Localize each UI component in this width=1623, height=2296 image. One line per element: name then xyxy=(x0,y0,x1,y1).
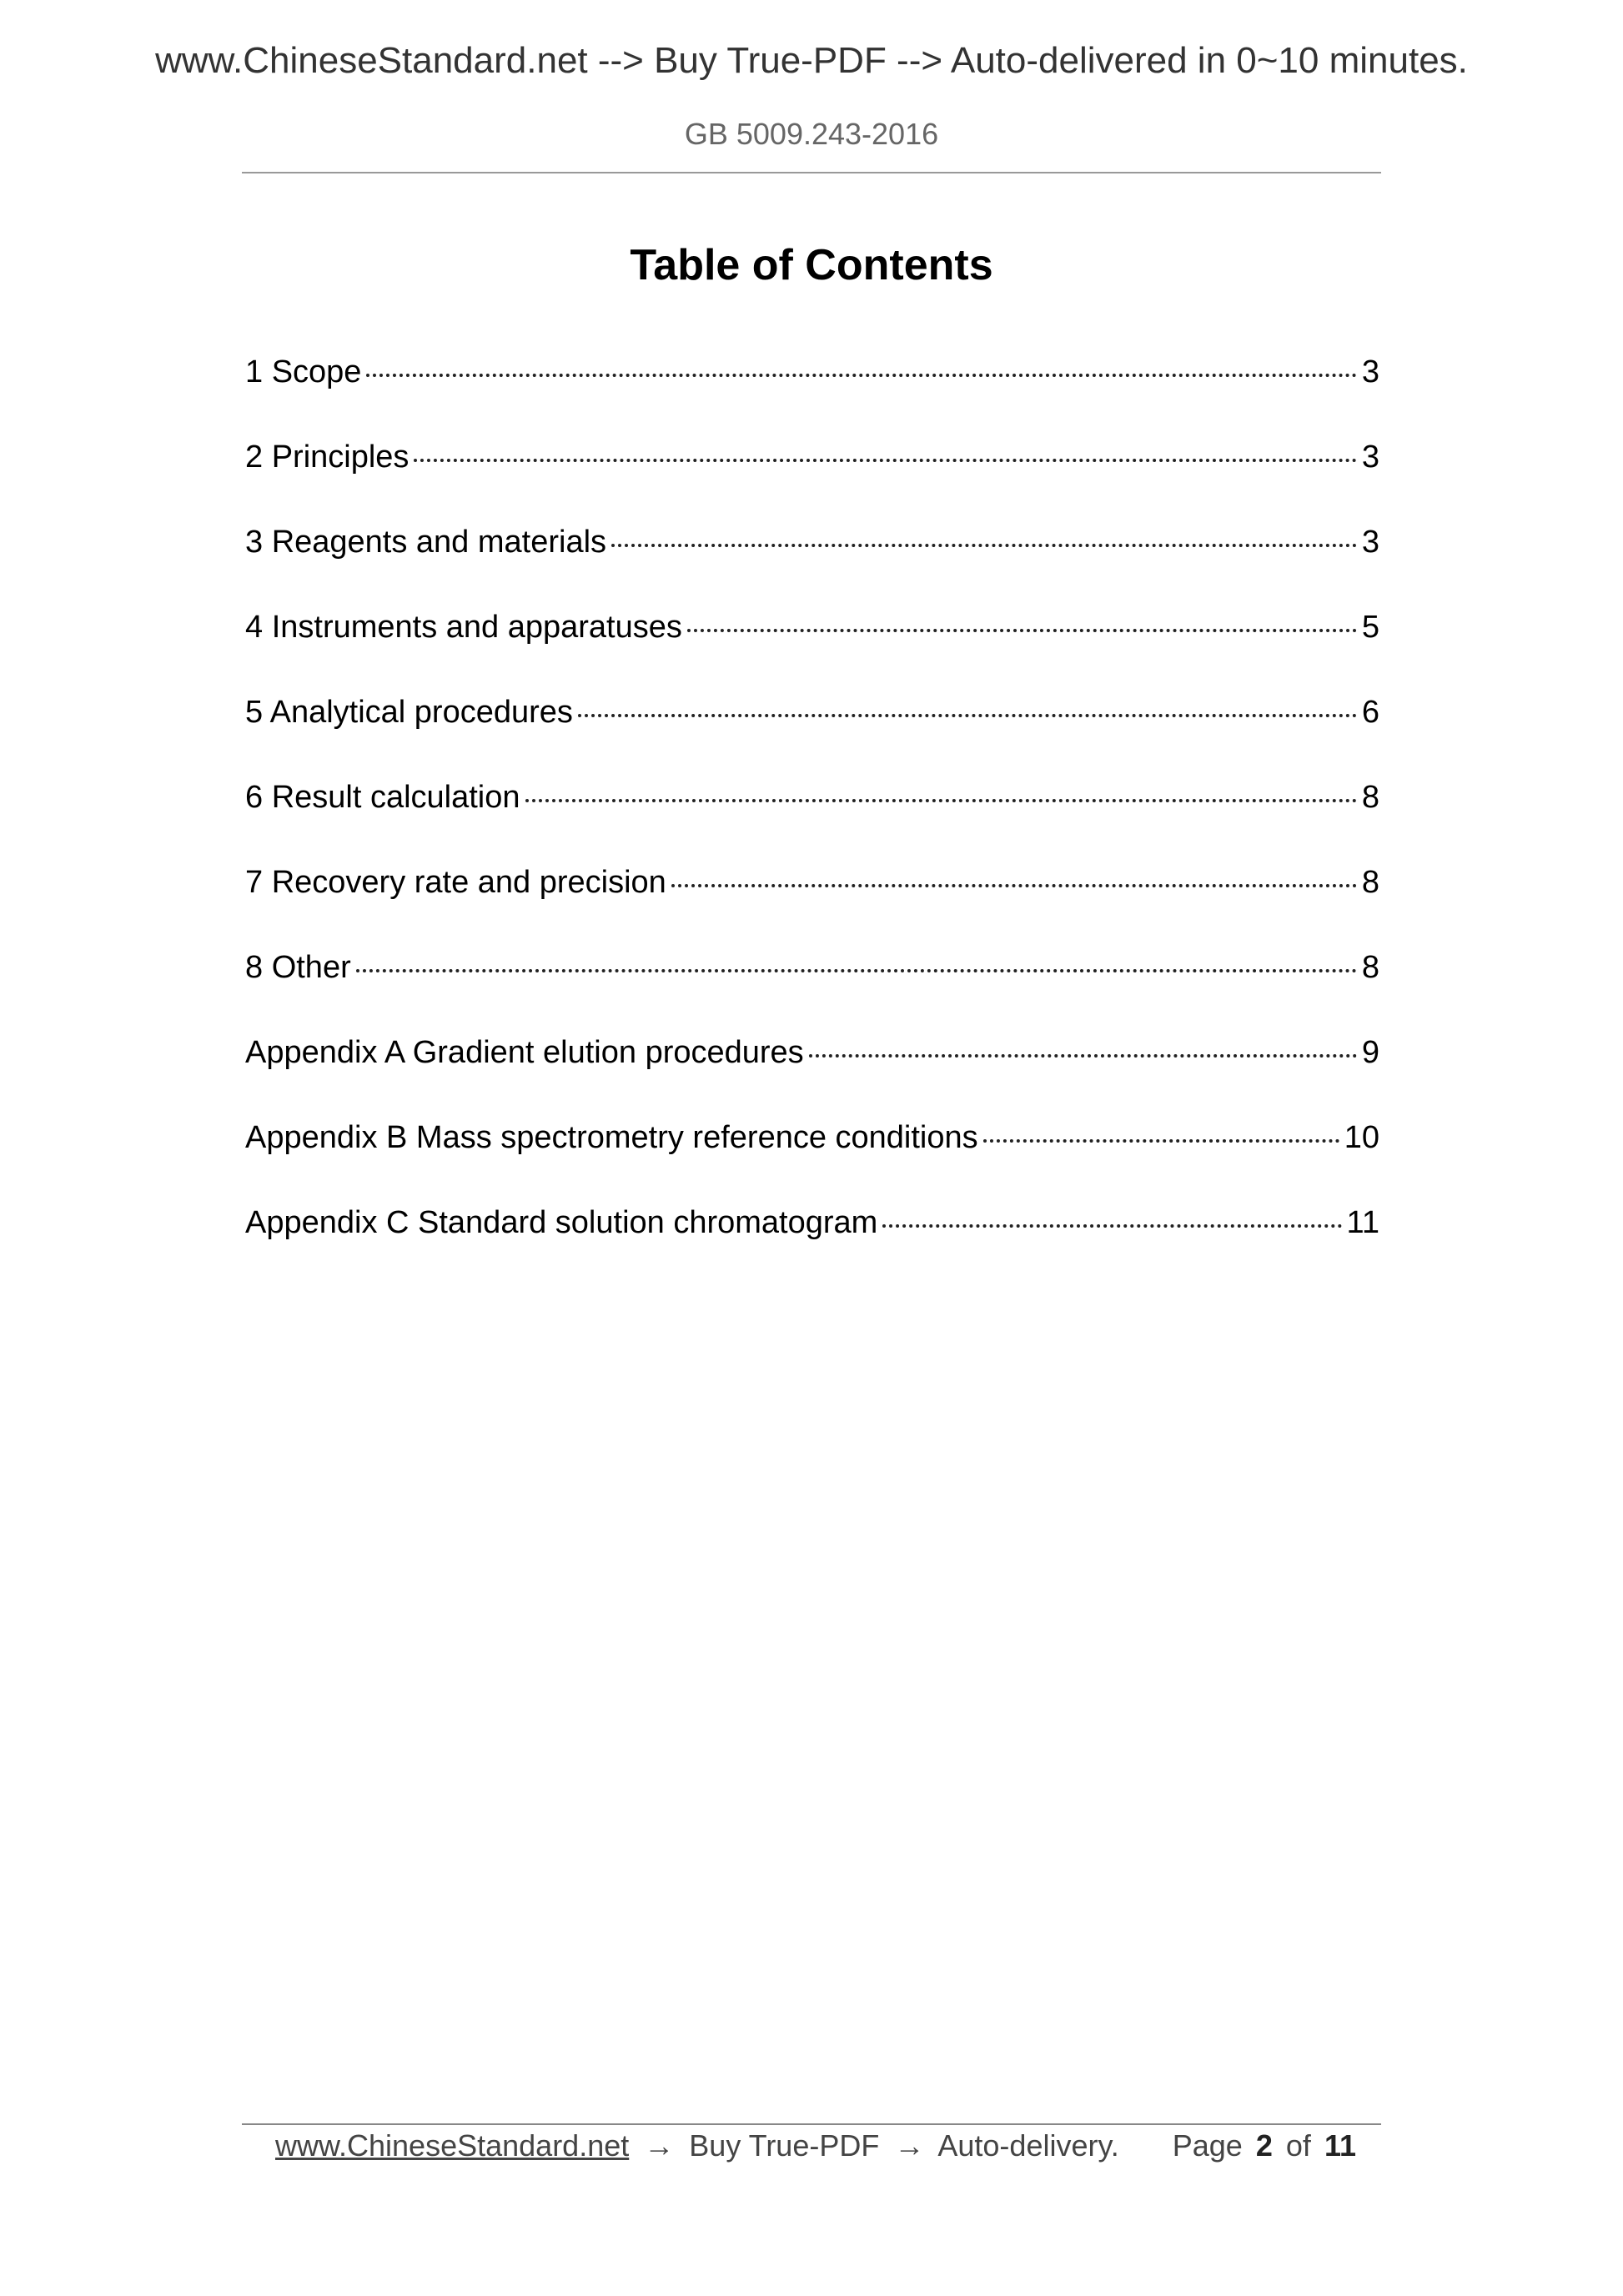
toc-entry-appendix-c[interactable] xyxy=(245,1201,1379,1286)
toc-entry-scope[interactable] xyxy=(245,350,1379,435)
dot-leader xyxy=(671,884,1357,887)
toc-entry-page: 3 xyxy=(1361,354,1379,389)
dot-leader xyxy=(611,544,1357,547)
toc-entry-label: Appendix B Mass spectrometry reference conditions xyxy=(245,1120,978,1155)
toc-entry-page: 8 xyxy=(1361,865,1379,900)
toc-entry-label: 3 Reagents and materials xyxy=(245,525,607,560)
toc-entry-instruments[interactable] xyxy=(245,605,1379,691)
dot-leader xyxy=(356,969,1357,972)
total-pages-number: 11 xyxy=(1324,2128,1356,2163)
toc-entry-appendix-b[interactable] xyxy=(245,1116,1379,1201)
dot-leader xyxy=(366,374,1356,377)
toc-entry-page: 6 xyxy=(1361,695,1379,730)
arrow-right-icon: → xyxy=(894,2128,925,2163)
top-banner: www.ChineseStandard.net --> Buy True-PDF --> Auto-delivered in 0~10 minutes. xyxy=(155,40,1468,81)
toc-entry-reagents[interactable] xyxy=(245,520,1379,605)
page-word: Page xyxy=(1172,2128,1243,2163)
toc-entry-label: Appendix C Standard solution chromatogram xyxy=(245,1205,878,1240)
page-indicator xyxy=(1168,2128,1356,2163)
toc-entry-label: 5 Analytical procedures xyxy=(245,695,573,730)
toc-entry-page: 5 xyxy=(1361,610,1379,645)
footer-delivery-text: Auto-delivery. xyxy=(937,2128,1119,2163)
arrow-right-icon: → xyxy=(644,2128,675,2163)
footer-buy-text: Buy True-PDF xyxy=(689,2128,880,2163)
dot-leader xyxy=(525,799,1357,802)
toc-entry-other[interactable] xyxy=(245,946,1379,1031)
dot-leader xyxy=(578,714,1357,717)
footer xyxy=(275,2128,1356,2163)
toc-list xyxy=(245,350,1379,1286)
dot-leader xyxy=(809,1054,1357,1058)
toc-entry-appendix-a[interactable] xyxy=(245,1031,1379,1116)
toc-entry-page: 9 xyxy=(1361,1035,1379,1070)
toc-entry-label: 6 Result calculation xyxy=(245,780,520,815)
header-divider xyxy=(242,172,1381,173)
toc-entry-page: 3 xyxy=(1361,525,1379,560)
toc-entry-label: 8 Other xyxy=(245,950,351,985)
footer-promo xyxy=(275,2128,1119,2163)
footer-site-link[interactable]: www.ChineseStandard.net xyxy=(275,2128,630,2163)
toc-entry-label: 2 Principles xyxy=(245,440,410,475)
toc-entry-page: 8 xyxy=(1361,780,1379,815)
toc-entry-page: 11 xyxy=(1346,1205,1379,1240)
toc-entry-calculation[interactable] xyxy=(245,776,1379,861)
current-page-number: 2 xyxy=(1255,2128,1273,2163)
dot-leader xyxy=(983,1139,1339,1143)
toc-entry-label: 4 Instruments and apparatuses xyxy=(245,610,682,645)
footer-divider xyxy=(242,2123,1381,2125)
toc-entry-page: 10 xyxy=(1344,1120,1379,1155)
standard-number: GB 5009.243-2016 xyxy=(684,117,939,151)
dot-leader xyxy=(882,1224,1341,1228)
toc-title: Table of Contents xyxy=(630,241,993,289)
toc-entry-label: Appendix A Gradient elution procedures xyxy=(245,1035,804,1070)
toc-entry-page: 3 xyxy=(1361,440,1379,475)
toc-entry-procedures[interactable] xyxy=(245,691,1379,776)
toc-entry-recovery[interactable] xyxy=(245,861,1379,946)
toc-entry-label: 7 Recovery rate and precision xyxy=(245,865,666,900)
dot-leader xyxy=(687,629,1357,632)
toc-entry-principles[interactable] xyxy=(245,435,1379,520)
toc-entry-label: 1 Scope xyxy=(245,354,362,389)
toc-entry-page: 8 xyxy=(1361,950,1379,985)
dot-leader xyxy=(414,459,1356,462)
of-word: of xyxy=(1285,2128,1311,2163)
